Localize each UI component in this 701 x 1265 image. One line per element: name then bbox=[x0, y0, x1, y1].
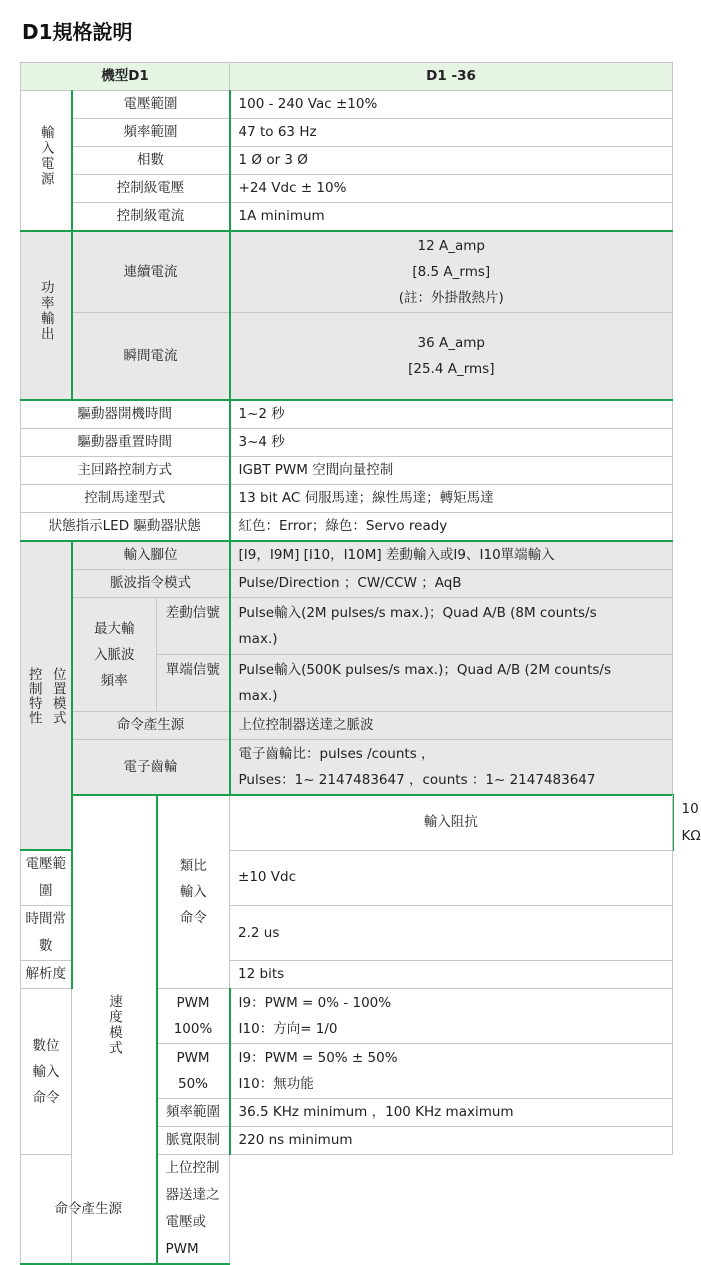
table-row bbox=[21, 203, 673, 232]
table-row bbox=[21, 1155, 673, 1265]
row-value: 1 Ø or 3 Ø bbox=[230, 147, 673, 175]
row-value: 13 bit AC 伺服馬達；線性馬達；轉矩馬達 bbox=[230, 485, 673, 513]
row-label: 輸入阻抗 bbox=[230, 795, 673, 850]
row-label: 命令產生源 bbox=[72, 712, 230, 740]
row-value: [I9，I9M] [I10，I10M] 差動輸入或I9、I10單端輸入 bbox=[230, 541, 673, 570]
row-value: ±10 Vdc bbox=[230, 850, 673, 906]
table-row bbox=[21, 91, 673, 119]
table-row bbox=[21, 231, 673, 313]
table-row bbox=[21, 400, 673, 429]
row-label: 頻率範圍 bbox=[72, 119, 230, 147]
header-row bbox=[21, 63, 673, 91]
spec-table bbox=[20, 62, 701, 1265]
row-value: 1~2 秒 bbox=[230, 400, 673, 429]
row-label: 頻率範圍 bbox=[157, 1099, 230, 1127]
table-row bbox=[21, 147, 673, 175]
egear-value: 電子齒輪比：pulses /counts ， Pulses：1~ 2147483647 ，counts ：1~ 2147483647 bbox=[230, 740, 673, 796]
row-label: 差動信號 bbox=[157, 598, 230, 655]
row-label: 時間常數 bbox=[21, 906, 72, 961]
model-label: 機型D1 bbox=[21, 63, 230, 91]
page-title: D1規格說明 bbox=[22, 20, 133, 44]
row-label: 解析度 bbox=[21, 961, 72, 989]
row-value: 紅色：Error；綠色：Servo ready bbox=[230, 513, 673, 542]
analog-input-label: 類比 輸入 命令 bbox=[157, 795, 230, 989]
row-value: IGBT PWM 空間向量控制 bbox=[230, 457, 673, 485]
row-value: +24 Vdc ± 10% bbox=[230, 175, 673, 203]
row-label: 相數 bbox=[72, 147, 230, 175]
row-label: 連續電流 bbox=[72, 231, 230, 313]
peak-current-value: 36 A_amp [25.4 A_rms] bbox=[230, 313, 673, 401]
row-value: 220 ns minimum bbox=[230, 1127, 673, 1155]
table-row bbox=[21, 570, 673, 598]
table-row bbox=[21, 119, 673, 147]
row-label: 驅動器開機時間 bbox=[21, 400, 230, 429]
table-row bbox=[21, 429, 673, 457]
row-value: 2.2 us bbox=[230, 906, 673, 961]
table-row bbox=[21, 457, 673, 485]
row-label: 控制級電流 bbox=[72, 203, 230, 232]
row-value: Pulse/Direction ；CW/CCW ；AqB bbox=[230, 570, 673, 598]
continuous-current-value: 12 A_amp [8.5 A_rms] (註：外掛散熱片) bbox=[230, 231, 673, 313]
pwm50-label: PWM 50% bbox=[157, 1044, 230, 1099]
row-label: 輸入腳位 bbox=[72, 541, 230, 570]
table-row bbox=[21, 175, 673, 203]
pwm100-value: I9：PWM = 0% - 100% I10：方向= 1/0 bbox=[230, 989, 673, 1044]
table-row bbox=[21, 598, 673, 655]
row-value: 3~4 秒 bbox=[230, 429, 673, 457]
table-row bbox=[21, 712, 673, 740]
row-label: 瞬間電流 bbox=[72, 313, 230, 401]
row-label: 電子齒輪 bbox=[72, 740, 230, 796]
group-speed-mode: 速度模式 bbox=[72, 795, 157, 1264]
digital-input-label: 數位 輸入 命令 bbox=[21, 989, 72, 1155]
row-value: 47 to 63 Hz bbox=[230, 119, 673, 147]
max-pulse-freq-label: 最大輸 入脈波 頻率 bbox=[72, 598, 157, 712]
row-value: 100 - 240 Vac ±10% bbox=[230, 91, 673, 119]
model-value: D1 -36 bbox=[230, 63, 673, 91]
group-power-output: 功率輸出 bbox=[21, 231, 72, 400]
pwm100-label: PWM 100% bbox=[157, 989, 230, 1044]
group-position-mode: 控制特性 位置模式 bbox=[21, 541, 72, 850]
row-label: 脈波指令模式 bbox=[72, 570, 230, 598]
row-label: 驅動器重置時間 bbox=[21, 429, 230, 457]
table-row bbox=[21, 313, 673, 401]
table-row bbox=[21, 485, 673, 513]
row-label: 狀態指示LED 驅動器狀態 bbox=[21, 513, 230, 542]
table-row: 速度模式 類比 輸入 命令 輸入阻抗 10 KΩ bbox=[21, 795, 673, 850]
row-label: 單端信號 bbox=[157, 655, 230, 712]
row-label: 命令產生源 bbox=[21, 1155, 157, 1265]
table-row bbox=[21, 513, 673, 542]
row-label: 控制馬達型式 bbox=[21, 485, 230, 513]
table-row bbox=[21, 740, 673, 796]
row-label: 電壓範圍 bbox=[72, 91, 230, 119]
row-value: 1A minimum bbox=[230, 203, 673, 232]
row-label: 脈寬限制 bbox=[157, 1127, 230, 1155]
row-label: 主回路控制方式 bbox=[21, 457, 230, 485]
row-value: 36.5 KHz minimum ，100 KHz maximum bbox=[230, 1099, 673, 1127]
pwm50-value: I9：PWM = 50% ± 50% I10：無功能 bbox=[230, 1044, 673, 1099]
differential-value: Pulse輸入(2M pulses/s max.)；Quad A/B (8M counts/s max.) bbox=[230, 598, 673, 655]
table-row bbox=[21, 541, 673, 570]
row-label: 控制級電壓 bbox=[72, 175, 230, 203]
single-end-value: Pulse輸入(500K pulses/s max.)；Quad A/B (2M counts/s max.) bbox=[230, 655, 673, 712]
row-value: 上位控制器送達之電壓或PWM bbox=[157, 1155, 230, 1265]
row-value: 上位控制器送達之脈波 bbox=[230, 712, 673, 740]
group-input-power: 輸入電源 bbox=[21, 91, 72, 232]
row-value: 12 bits bbox=[230, 961, 673, 989]
row-label: 電壓範圍 bbox=[21, 850, 72, 906]
